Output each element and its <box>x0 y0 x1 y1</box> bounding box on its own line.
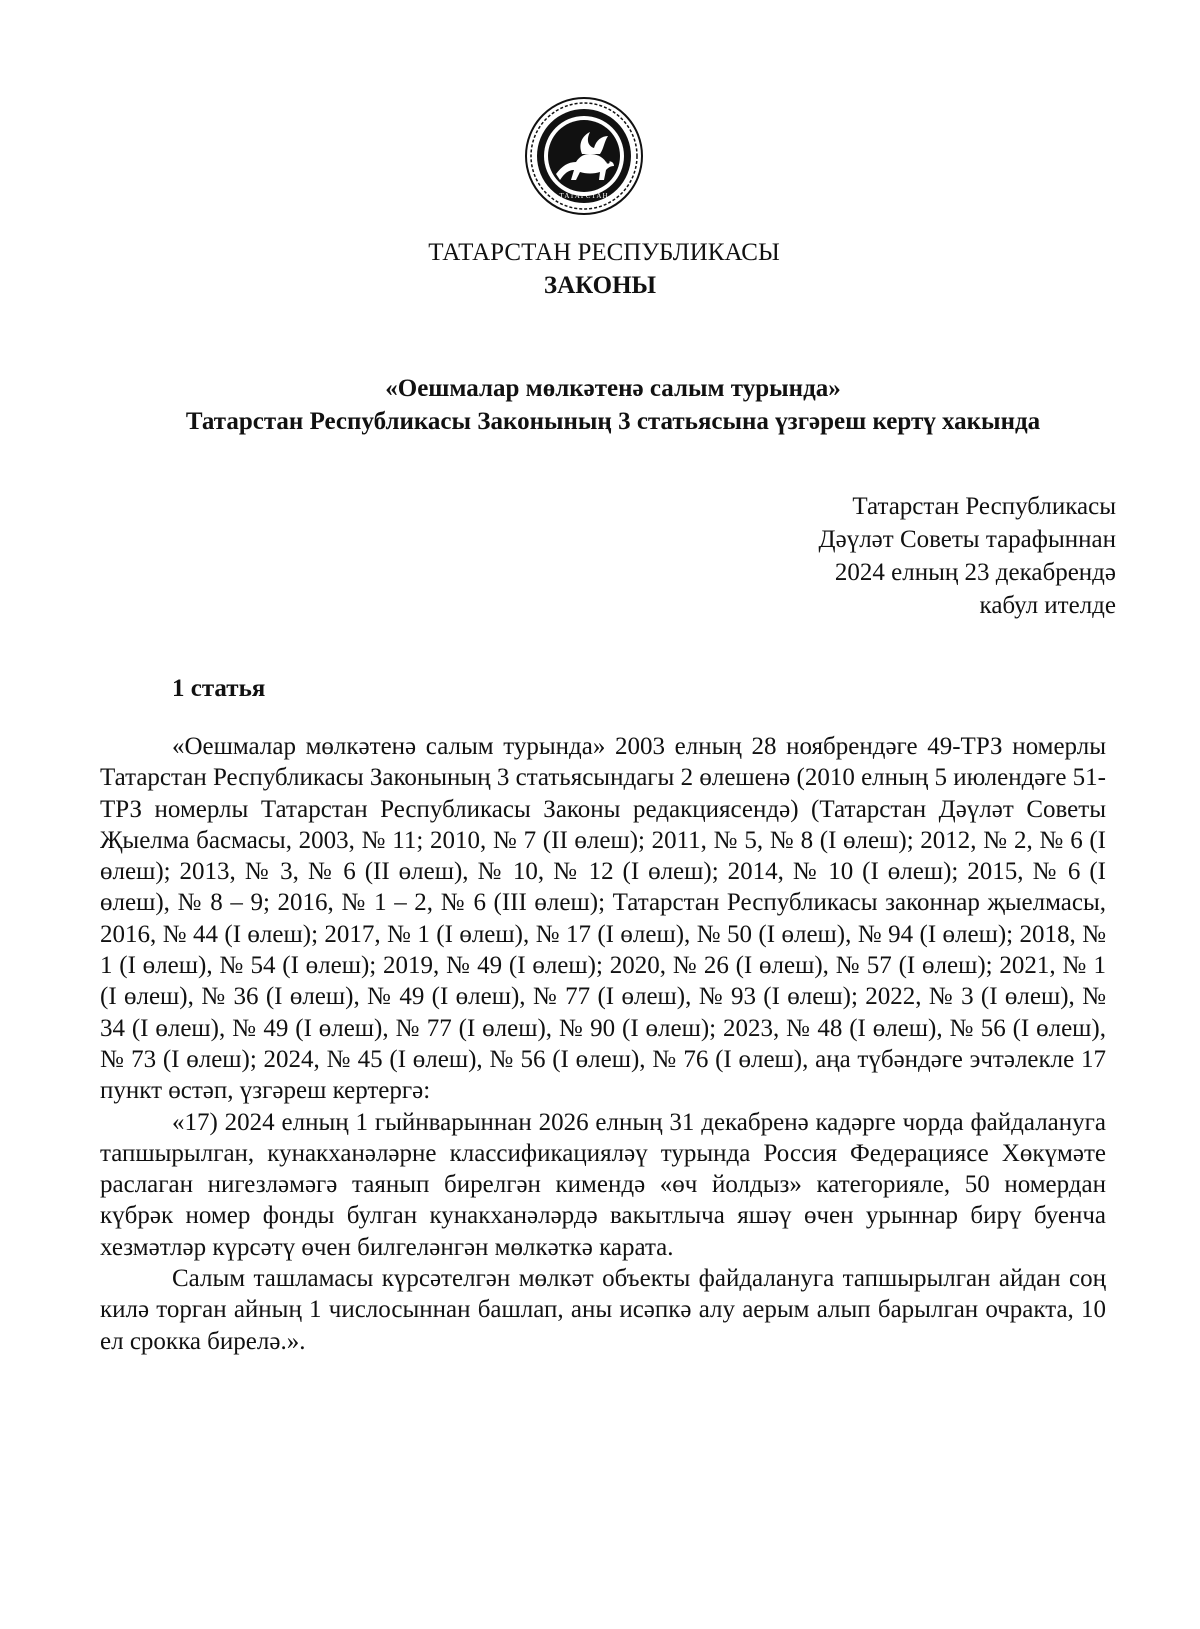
adoption-note <box>819 490 1116 622</box>
law-title-line-1: «Оешмалар мөлкәтенә салым турында» <box>385 375 841 402</box>
emblem-ring-text: ТАТАРСТАН <box>559 192 609 200</box>
adoption-line-1: Татарстан Республикасы <box>852 493 1116 520</box>
document-header <box>0 236 1200 302</box>
coat-of-arms-emblem <box>524 96 644 216</box>
article-paragraph: «Оешмалар мөлкәтенә салым турында» 2003 елның 28 ноябрендәге 49-ТРЗ номерлы Татарстан Республикасы Законының 3 статьясындагы 2 өлешенә (2010 елның 5 июлендәге 51-ТРЗ номерлы Татарстан Республикасы Законы редакциясендә) (Татарстан Дәүләт Советы Җыелма басмасы, 2003, № 11; 2010, № 7 (II өлеш); 2011, № 5, № 8 (I өлеш); 2012, № 2, № 6 (I өлеш); 2013, № 3, № 6 (II өлеш), № 10, № 12 (I өлеш); 2014, № 10 (I өлеш); 2015, № 6 (I өлеш), № 8 – 9; 2016, № 1 – 2, № 6 (III өлеш); Татарстан Республикасы законнар җыелмасы, 2016, № 44 (I өлеш); 2017, № 1 (I өлеш), № 17 (I өлеш), № 50 (I өлеш), № 94 (I өлеш); 2018, № 1 (I өлеш), № 54 (I өлеш); 2019, № 49 (I өлеш); 2020, № 26 (I өлеш), № 57 (I өлеш); 2021, № 1 (I өлеш), № 36 (I өлеш), № 49 (I өлеш), № 77 (I өлеш), № 93 (I өлеш); 2022, № 3 (I өлеш), № 34 (I өлеш), № 49 (I өлеш), № 77 (I өлеш), № 90 (I өлеш); 2023, № 48 (I өлеш), № 56 (I өлеш), № 73 (I өлеш); 2024, № 45 (I өлеш), № 56 (I өлеш), № 76 (I өлеш), аңа түбәндәге эчтәлекле 17 пункт өстәп, үзгәреш кертергә: <box>100 733 1106 1105</box>
adoption-line-3: 2024 елның 23 декабрендә <box>834 559 1116 586</box>
republic-name: ТАТАРСТАН РЕСПУБЛИКАСЫ <box>428 239 780 266</box>
article-body <box>100 731 1106 1357</box>
article-heading: 1 статья <box>172 675 266 702</box>
adoption-line-4: кабул ителде <box>979 592 1116 619</box>
article-paragraph: Салым ташламасы күрсәтелгән мөлкәт объекты файдалануга тапшырылган айдан соң килә торган айның 1 числосыннан башлап, аны исәпкә алу аерым алып барылган очракта, 10 ел срокка бирелә.». <box>100 1265 1106 1355</box>
adoption-line-2: Дәүләт Советы тарафыннан <box>818 526 1116 553</box>
law-title-line-2: Татарстан Республикасы Законының 3 статьясына үзгәреш кертү хакында <box>185 408 1041 435</box>
document-type: ЗАКОНЫ <box>543 272 657 299</box>
article-paragraph: «17) 2024 елның 1 гыйнварыннан 2026 елның 31 декабренә кадәрге чорда файдалануга тапшырылган, кунакханәләрне классификацияләү турында Россия Федерациясе Хөкүмәте раслаган нигезләмәгә таянып бирелгән кимендә «өч йолдыз» категорияле, 50 номердан күбрәк номер фонды булган кунакханәләрдә вакытлыча яшәү өчен урыннар бирү буенча хезмәтләр күрсәтү өчен билгеләнгән мөлкәткә карата. <box>100 1108 1106 1261</box>
law-title <box>120 372 1106 438</box>
